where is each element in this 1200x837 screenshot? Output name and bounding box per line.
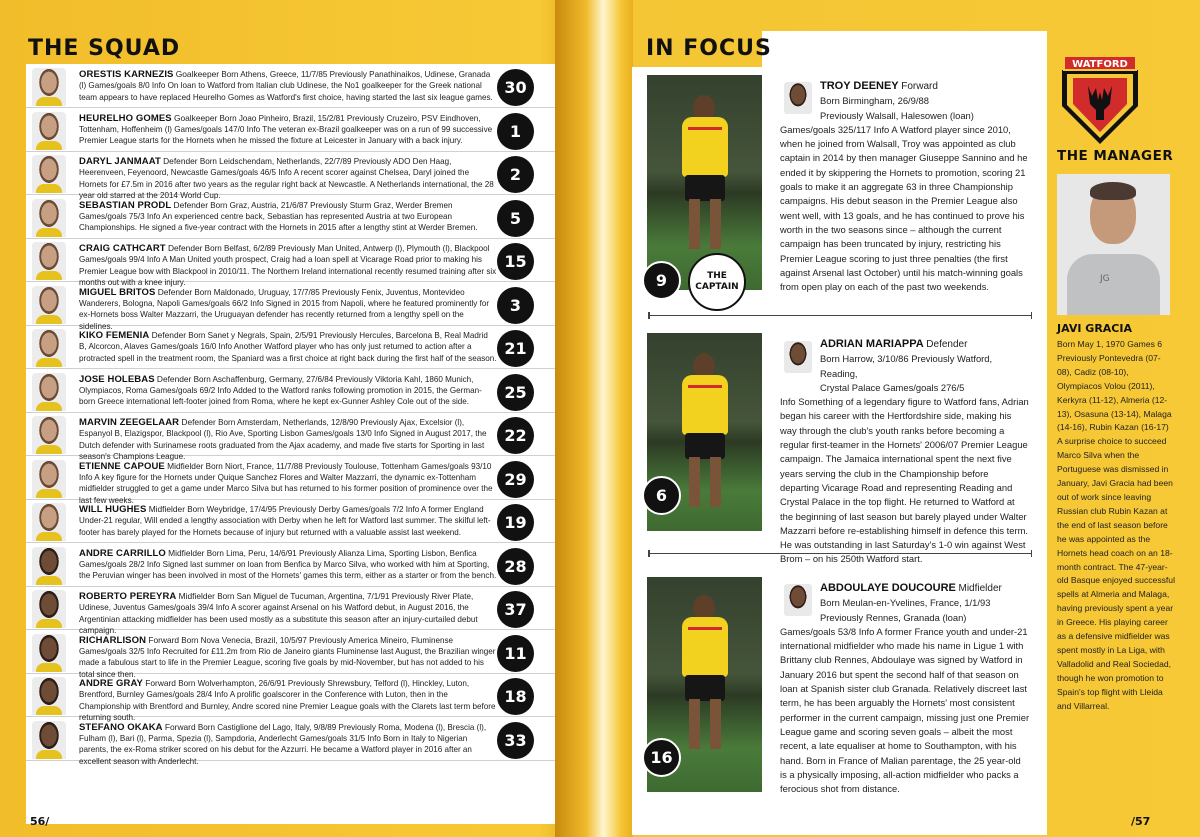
player-position: Defender [926, 339, 968, 350]
squad-row [26, 151, 555, 201]
player-name: RICHARLISON [79, 634, 147, 646]
squad-number-badge: 33 [497, 722, 534, 759]
player-headshot [32, 242, 66, 280]
player-position: Midfielder [167, 460, 204, 471]
section-divider [648, 553, 1032, 554]
squad-number-badge: 25 [497, 374, 534, 411]
player-name: MARVIN ZEEGELAAR [79, 417, 180, 428]
player-headshot [32, 416, 66, 454]
player-headshot [32, 199, 66, 237]
player-details: Born Castiglione del Lago, Italy, 9/8/89 Previously Roma, Modena (l), Brescia (l), Fulham (l), Bari (l), Parma, Spezia (l), Sampdoria, Anderlecht Games/goals 31/5 Info Born in Italy to Nigerian parents, the ex-Roma striker scored on his debut for the Azzurri. He became a Watford player in 2016 after an excellent season with Anderlecht. [79, 722, 487, 766]
manager-section-title: THE MANAGER [1057, 148, 1174, 164]
player-details: Born Niort, France, 11/7/88 Previously Toulouse, Tottenham Games/goals 93/10 Info A key figure for the Hornets under Quique Sanchez Flores and Walter Mazzarri, the dynamic ex-Tottenham midfielder struggled to get a game under Marco Silva but has returned to his former position of prominence over the last few weeks. [79, 461, 493, 505]
shirt-number-badge: 16 [642, 738, 681, 777]
player-headshot [32, 460, 66, 498]
player-headshot [32, 112, 66, 150]
player-name: KIKO FEMENIA [79, 330, 150, 341]
squad-number-badge: 30 [497, 69, 534, 106]
player-bio [79, 722, 497, 768]
squad-number-badge: 22 [497, 417, 534, 454]
squad-row [26, 238, 555, 288]
shirt-initials: JG [1100, 274, 1110, 284]
squad-number-badge: 29 [497, 461, 534, 498]
player-headshot [32, 547, 66, 585]
player-details: Born Aschaffenburg, Germany, 27/6/84 Previously Viktoria Kahl, 1860 Munich, Olympiacos, Roma Games/goals 69/2 Info Added to the Watford ranks following promotion in 2015, the German-born Greece international left-footer joined from Roma, where he kept ex-Gunner Ashley Cole out of the side. [79, 374, 482, 407]
bio-line: Previously Rennes, Granada (loan) [820, 611, 967, 623]
squad-number-badge: 1 [497, 113, 534, 150]
squad-number-badge: 15 [497, 243, 534, 280]
player-details: Born Lima, Peru, 14/6/91 Previously Alianza Lima, Sporting Lisbon, Benfica Games/goals 28/2 Info Signed last summer on loan from Benfica by Marco Silva, who worked with him at Sporting, the Peruvian winger has been involved in most of the Hornets' games this term, either as a starter or from the bench. [79, 548, 497, 581]
player-position: Midfielder [178, 591, 215, 601]
player-details: Born Leidschendam, Netherlands, 22/7/89 Previously ADO Den Haag, Heerenveen, Feyenoord, Newcastle Games/goals 46/5 Info A recent scorer against Chelsea, Daryl joined the Hornets for £7.5m in 2016 after two years as the regular right back at Newcastle. A Netherlands international, the 28 year old starred at the 2014 World Cup. [79, 157, 494, 201]
player-position: Midfielder [958, 583, 1002, 594]
squad-row [26, 64, 555, 108]
player-position: Midfielder [168, 547, 205, 558]
focus-bio-deeney [780, 79, 1030, 294]
player-details: Born Sanet y Negrals, Spain, 2/5/91 Previously Hercules, Barcelona B, Real Madrid B, Alcorcon, Alaves Games/goals 16/0 Info Another Watford player who has only just returned to action after a protracted spell in the treatment room, the Spaniard was a first choice at right back during the first half of the season. [79, 331, 497, 363]
focus-bio-mariappa [780, 337, 1030, 567]
bio-line: Born Meulan-en-Yvelines, France, 1/1/93 [820, 597, 991, 609]
player-position: Midfielder [148, 504, 185, 514]
player-details: Born Wolverhampton, 26/6/91 Previously Shrewsbury, Telford (l), Hinckley, Luton, Brentford, Burnley Games/goals 28/4 Info A prolific goalscorer in the Conference with Luton, then in the Championship with Brentford and Burnley, Andre scored nine Premier League goals with the Clarets last term before returning south. [79, 679, 496, 723]
player-name: ADRIAN MARIAPPA [820, 338, 924, 350]
player-bio [79, 200, 497, 234]
squad-list [26, 64, 555, 824]
player-position: Forward [901, 81, 938, 92]
player-name: TROY DEENEY [820, 80, 899, 92]
bio-line: Previously Walsall, Halesowen (loan) [820, 109, 974, 121]
player-position: Defender [163, 156, 198, 166]
bio-line: Born Birmingham, 26/9/88 [820, 95, 929, 107]
player-name: WILL HUGHES [79, 504, 147, 515]
player-position: Defender [151, 330, 187, 340]
player-details: Born Belfast, 6/2/89 Previously Man United, Antwerp (l), Plymouth (l), Blackpool Games/goals 99/4 Info A Man United youth prospect, Craig had a loan spell at Vicarage Road prior to making his Premier League bow with Blackpool in 2010/11. The Northern Ireland international recently resumed training after six months out with a knee injury. [79, 244, 497, 288]
player-bio [79, 69, 497, 103]
player-bio [79, 504, 497, 538]
player-headshot [32, 329, 66, 367]
player-headshot [32, 68, 66, 106]
in-focus-title: IN FOCUS [646, 36, 772, 61]
player-position: Goalkeeper [175, 69, 220, 79]
manager-bio: Born May 1, 1970 Games 6 Previously Pontevedra (07-08), Cadiz (08-10), Olympiacos Volou (2011), Kerkyra (11-12), Almeria (12-13), Osasuna (13-14), Malaga (14-16), Rubin Kazan (16-17) A surprise choice to succeed Marco Silva when the Portuguese was dismissed in January, Javi Gracia had been out of work since leaving Russian club Rubin Kazan at the end of last season before he was appointed as the Hornets head coach on an 18-month contract. The 47-year-old Basque enjoyed successful spells at Almeria and Malaga, having previously spent a year in Greece. His playing career as a defensive midfielder was spent mostly in La Liga, with Valladolid and Real Sociedad, though he won promotion to Spain's top flight with Lleida and Villarreal. [1057, 339, 1176, 711]
squad-row [26, 282, 555, 331]
player-bio [79, 330, 497, 364]
player-name: ABDOULAYE DOUCOURE [820, 582, 956, 594]
squad-number-badge: 5 [497, 200, 534, 237]
player-details: Born Graz, Austria, 21/6/87 Previously Sturm Graz, Werder Bremen Games/goals 75/3 Info An experienced centre back, Sebastian has represented Austria at two European Championships. He signed a five-year contract with the Hornets in 2015 after a lengthy stint at Werder Bremen. [79, 200, 478, 233]
player-name: DARYL JANMAAT [79, 156, 161, 167]
player-name: CRAIG CATHCART [79, 243, 166, 254]
manager-photo [1057, 174, 1170, 315]
squad-row [26, 717, 555, 766]
player-headshot [32, 155, 66, 193]
squad-number-badge: 3 [497, 287, 534, 324]
player-bio [79, 113, 497, 147]
squad-number-badge: 2 [497, 156, 534, 193]
player-headshot [32, 677, 66, 715]
bio-line: Born Harrow, 3/10/86 Previously Watford, Reading, [820, 353, 993, 379]
bio-text: Games/goals 325/117 Info A Watford player since 2010, when he joined from Walsall, Troy was appointed as club captain in 2014 by then manager Giuseppe Sannino and he ended it by skippering the Hornets to promotion, scoring 21 goals to make it an aggregate 63 in three Championship campaigns. His debut season in the Premier League also went well, with 13 goals, and he has continued to prove his worth in the two seasons since – although the current campaign has been truncated by injury, restricting his Premier League scoring to just three penalties (the first against Arsenal last October) until his match-winning goals from open play on each of the past two weekends. [780, 123, 1028, 293]
player-details: Born Weybridge, 17/4/95 Previously Derby Games/goals 7/2 Info A former England Under-21 regular, Will ended a lengthy association with Derby when he left for Watford last summer. The skilful left-footer has barely played for the Hornets because of injury but returned with a valuable assist last weekend. [79, 505, 491, 537]
page-number-left: 56/ [30, 815, 50, 828]
squad-number-badge: 11 [497, 635, 534, 672]
player-bio [79, 374, 497, 408]
squad-row [26, 586, 555, 636]
squad-row [26, 325, 555, 369]
player-details: Born Amsterdam, Netherlands, 12/8/90 Previously Ajax, Excelsior (l), Espanyol B, Elazigspor, Blackpool (l), Rio Ave, Sporting Lisbon Games/goals 13/0 Info Signed in August 2017, the Dutch defender with Surinamese roots graduated from the Ajax academy, and made five starts for Sporting in last season's Champions League. [79, 418, 487, 462]
player-details: Born San Miguel de Tucuman, Argentina, 7/1/91 Previously River Plate, Udinese, Juventus Games/goals 39/4 Info A scorer against Arsenal on his Watford debut, in August 2016, the Argentinian attacking midfielder has been used mostly as a substitute this season after an injury-curtailed debut campaign. [79, 592, 478, 636]
manager-name: JAVI GRACIA [1057, 322, 1132, 335]
bio-line: Crystal Palace Games/goals 276/5 [820, 381, 965, 393]
player-details: Born Nova Venecia, Brazil, 10/5/97 Previously America Mineiro, Fluminense Games/goals 32/5 Info Recruited for £11.2m from Rio de Janeiro giants Fluminense last August, the Brazilian winger made a fabulous start to life in the Premier League, scoring five goals by mid-November, but has not added to his total since then. [79, 635, 496, 679]
squad-number-badge: 18 [497, 678, 534, 715]
focus-player-mariappa [632, 333, 1047, 565]
player-name: ORESTIS KARNEZIS [79, 69, 174, 80]
player-headshot [32, 373, 66, 411]
player-bio [79, 548, 497, 582]
player-position: Defender [157, 286, 193, 297]
shirt-number-badge: 9 [642, 261, 681, 300]
player-name: ETIENNE CAPOUE [79, 460, 165, 472]
player-headshot [32, 590, 66, 628]
player-position: Defender [167, 243, 203, 253]
page-number-right: /57 [1131, 815, 1151, 828]
watford-crest-logo [1060, 52, 1140, 146]
player-details: Born Maldonado, Uruguay, 17/7/85 Previously Fenix, Juventus, Montevideo Wanderers, Bologna, Napoli Games/goals 66/2 Info Signed in 2015 from Napoli, where he featured prominently for ex-Hornets boss Walter Mazzarri, the Uruguayan defender has recently returned from a lengthy spell on the sidelines. [79, 287, 490, 331]
player-position: Defender [173, 199, 208, 210]
squad-row [26, 412, 555, 462]
bio-text: Games/goals 53/8 Info A former France youth and under-21 international midfielder who made his name in Ligue 1 with Brittany club Rennes, Abdoulaye was signed by Watford in January 2016 but spent the second half of that season on loan at Spanish sister club Granada. Relatively discreet last term, he has been arguably the Hornets' most consistent performer in the current campaign, missing just one Premier League game and scoring seven goals – albeit the most recent, a late equaliser at home to Southampton, with his hand. Born in France of Malian parentage, the 25 year-old is a physically imposing, all-action midfielder who packs a ferocious shot from distance. [780, 625, 1030, 795]
squad-row [26, 456, 555, 505]
squad-number-badge: 21 [497, 330, 534, 367]
squad-row [26, 543, 555, 587]
player-details: Born Joao Pinheiro, Brazil, 15/2/81 Previously Cruzeiro, PSV Eindhoven, Tottenham, Hoffenheim (l) Games/goals 147/0 Info The veteran ex-Brazil goalkeeper was on a run of 99 successive Premier League starts for the Hornets when he missed the fixture at Leicester in January with a back injury. [79, 113, 493, 146]
focus-player-doucoure [632, 577, 1047, 802]
player-position: Forward [145, 678, 176, 688]
shirt-number-badge: 6 [642, 476, 681, 515]
player-headshot [32, 503, 66, 541]
player-name: ANDRE GRAY [79, 678, 143, 689]
player-name: ANDRE CARRILLO [79, 547, 166, 559]
squad-number-badge: 19 [497, 504, 534, 541]
captain-badge: THE CAPTAIN [688, 253, 746, 311]
player-headshot [32, 286, 66, 324]
book-spine [555, 0, 633, 837]
section-divider [648, 315, 1032, 316]
squad-row [26, 195, 555, 239]
player-name: SEBASTIAN PRODL [79, 199, 172, 211]
bio-text: Info Something of a legendary figure to Watford fans, Adrian began his career with the Hertfordshire side, making his way through the club's youth ranks before becoming a regular first-teamer in the Hornets' 2006/07 Premier League campaign. The Jamaica international spent the next five years serving the club in the Championship before departing Vicarage Road and representing Reading and Crystal Palace in the top flight. He returned to Watford at the beginning of last season but barely played under Walter Mazzarri before re-establishing himself in defence this term. He was outstanding in last Saturday's 1-0 win against West Brom – on his 250th Watford start. [780, 396, 1029, 565]
squad-row [26, 630, 555, 679]
player-name: JOSE HOLEBAS [79, 373, 155, 385]
player-details: Born Athens, Greece, 11/7/85 Previously Panathinaikos, Udinese, Granada (l) Games/goals 8/0 Info On loan to Watford from Italian club Udinese, the No1 goalkeeper for the Greek national team appears to have replaced Heurelho Gomes as Watford's first choice, having started the last six league games. [79, 70, 493, 102]
squad-row [26, 499, 555, 543]
player-name: ROBERTO PEREYRA [79, 591, 177, 602]
player-headshot [32, 634, 66, 672]
player-position: Defender [181, 417, 216, 427]
focus-player-deeney [632, 75, 1047, 305]
squad-number-badge: 37 [497, 591, 534, 628]
crest-text: WATFORD [1072, 59, 1128, 70]
player-name: HEURELHO GOMES [79, 112, 172, 124]
player-position: Goalkeeper [173, 112, 218, 123]
player-position: Forward [148, 634, 180, 645]
squad-row [26, 108, 555, 152]
player-position: Forward [164, 721, 196, 732]
squad-number-badge: 28 [497, 548, 534, 585]
player-position: Defender [156, 373, 192, 384]
player-name: STEFANO OKAKA [79, 721, 163, 733]
squad-title: THE SQUAD [28, 36, 181, 61]
squad-row [26, 673, 555, 723]
focus-bio-doucoure [780, 581, 1030, 796]
player-name: MIGUEL BRITOS [79, 286, 156, 298]
squad-row [26, 369, 555, 413]
player-headshot [32, 721, 66, 759]
